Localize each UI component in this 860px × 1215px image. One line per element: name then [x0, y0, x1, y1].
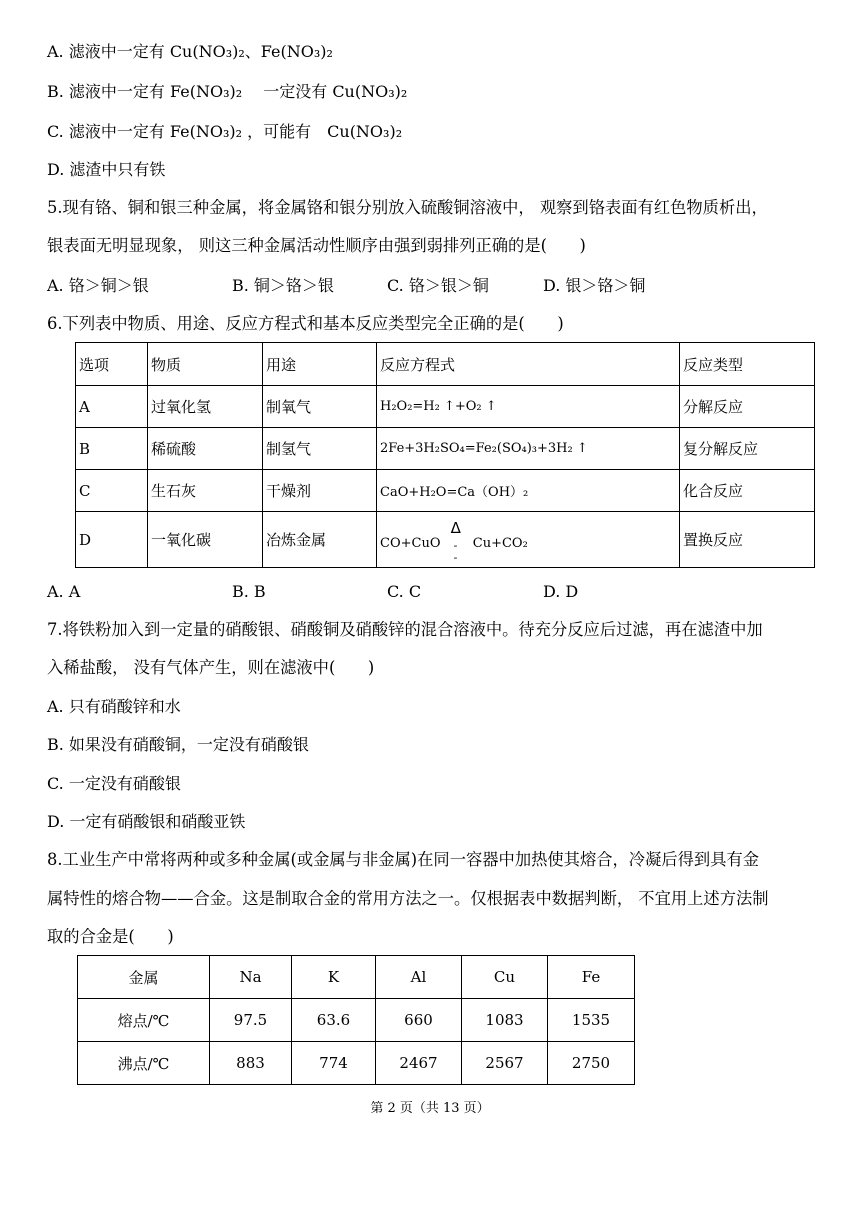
q8-header-cell: K: [292, 956, 376, 999]
q6-cell: 置换反应: [680, 512, 815, 568]
q6-table-row: [76, 428, 815, 470]
q8-cell: 660: [376, 999, 462, 1042]
q8-cell: 97.5: [210, 999, 292, 1042]
q7-stem-line2: 入稀盐酸， 没有气体产生，则在滤液中( ): [47, 658, 375, 677]
q4-option-c: C. 滤液中一定有 Fe(NO₃)₂ ，可能有 Cu(NO₃)₂: [47, 122, 403, 141]
q6-cell: CO+CuO: [380, 535, 441, 551]
q6-cell: 2Fe+3H₂SO₄=Fe₂(SO₄)₃+3H₂ ↑: [377, 428, 680, 470]
q8-cell: 沸点/℃: [78, 1042, 210, 1085]
q6-choices: [47, 582, 578, 602]
q5-option-c: C. 铬＞银＞铜: [387, 276, 489, 295]
q6-option-c: C. C: [387, 582, 422, 601]
q6-cell: 过氧化氢: [148, 386, 263, 428]
q8-header-cell: Al: [376, 956, 462, 999]
q7-option-c: C. 一定没有硝酸银: [47, 774, 181, 793]
q6-stem: 6.下列表中物质、用途、反应方程式和基本反应类型完全正确的是( ): [47, 314, 564, 333]
q6-header-cell: 选项: [76, 343, 148, 386]
q4-option-b: B. 滤液中一定有 Fe(NO₃)₂ 一定没有 Cu(NO₃)₂: [47, 82, 408, 101]
q6-option-a: A. A: [47, 582, 81, 601]
q8-stem-line2: 属特性的熔合物——合金。这是制取合金的常用方法之一。仅根据表中数据判断， 不宜用上述方法制: [47, 889, 769, 908]
q6-cell: 一氧化碳: [148, 512, 263, 568]
q8-cell: 熔点/℃: [78, 999, 210, 1042]
q8-cell: 1083: [462, 999, 548, 1042]
q6-cell: 制氧气: [263, 386, 377, 428]
q6-cell: 复分解反应: [680, 428, 815, 470]
equals-mark-bottom: -: [453, 550, 458, 564]
q6-table-row: [76, 470, 815, 512]
q7-option-a: A. 只有硝酸锌和水: [47, 697, 181, 716]
q6-cell: 冶炼金属: [263, 512, 377, 568]
q8-cell: 2467: [376, 1042, 462, 1085]
q6-cell: D: [76, 512, 148, 568]
q6-option-d: D. D: [543, 582, 579, 601]
q6-cell: 分解反应: [680, 386, 815, 428]
q8-table-row: [78, 999, 635, 1042]
q6-cell: 化合反应: [680, 470, 815, 512]
q6-header-cell: 物质: [148, 343, 263, 386]
q8-cell: 63.6: [292, 999, 376, 1042]
page-footer: 第 2 页（共 13 页）: [370, 1101, 490, 1116]
q5-stem-line2: 银表面无明显现象， 则这三种金属活动性顺序由强到弱排列正确的是( ): [47, 236, 586, 255]
q7-stem-line1: 7.将铁粉加入到一定量的硝酸银、硝酸铜及硝酸锌的混合溶液中。待充分反应后过滤，再在滤渣中加: [47, 620, 763, 639]
q6-cell: 生石灰: [148, 470, 263, 512]
q6-header-cell: 反应方程式: [377, 343, 680, 386]
q5-option-a: A. 铬＞铜＞银: [47, 276, 149, 295]
q5-stem-line1: 5.现有铬、铜和银三种金属，将金属铬和银分别放入硫酸铜溶液中， 观察到铬表面有红色物质析出，: [47, 198, 768, 217]
q4-option-a: A. 滤液中一定有 Cu(NO₃)₂、Fe(NO₃)₂: [47, 42, 333, 61]
q8-stem-line1: 8.工业生产中常将两种或多种金属(或金属与非金属)在同一容器中加热使其熔合，冷凝后得到具有金: [47, 850, 760, 869]
heating-condition: [445, 518, 469, 564]
delta-symbol: Δ: [450, 518, 461, 537]
q8-header-cell: Cu: [462, 956, 548, 999]
q6-cell: A: [76, 386, 148, 428]
q6-option-b: B. B: [232, 582, 266, 601]
q6-header-cell: 用途: [263, 343, 377, 386]
q8-header-cell: 金属: [78, 956, 210, 999]
q5-option-b: B. 铜＞铬＞银: [232, 276, 334, 295]
q8-table-row: [78, 1042, 635, 1085]
q8-cell: 2750: [548, 1042, 635, 1085]
q6-cell: 干燥剂: [263, 470, 377, 512]
q8-table: [77, 955, 635, 1085]
q6-equation-cell: [377, 512, 680, 568]
q7-option-d: D. 一定有硝酸银和硝酸亚铁: [47, 812, 246, 831]
q6-table-row: [76, 386, 815, 428]
q6-table: [75, 342, 815, 568]
q6-cell: B: [76, 428, 148, 470]
q6-cell: H₂O₂=H₂ ↑+O₂ ↑: [377, 386, 680, 428]
q6-table-header: [76, 343, 815, 386]
q6-cell: C: [76, 470, 148, 512]
q8-cell: 2567: [462, 1042, 548, 1085]
q8-header-cell: Fe: [548, 956, 635, 999]
q8-table-header: [78, 956, 635, 999]
q6-table-row: [76, 512, 815, 568]
q8-header-cell: Na: [210, 956, 292, 999]
q8-cell: 774: [292, 1042, 376, 1085]
q8-cell: 1535: [548, 999, 635, 1042]
q8-cell: 883: [210, 1042, 292, 1085]
q5-option-d: D. 银＞铬＞铜: [543, 276, 646, 295]
q6-cell: 稀硫酸: [148, 428, 263, 470]
q4-option-d: D. 滤渣中只有铁: [47, 160, 166, 179]
q8-stem-line3: 取的合金是( ): [47, 927, 174, 946]
q5-choices: [47, 276, 645, 296]
q6-cell: CaO+H₂O=Ca（OH）₂: [377, 470, 680, 512]
equals-mark-top: -: [453, 538, 458, 552]
q6-equation-products: Cu+CO₂: [472, 535, 528, 551]
q6-cell: 制氢气: [263, 428, 377, 470]
q7-option-b: B. 如果没有硝酸铜，一定没有硝酸银: [47, 735, 309, 754]
q6-header-cell: 反应类型: [680, 343, 815, 386]
